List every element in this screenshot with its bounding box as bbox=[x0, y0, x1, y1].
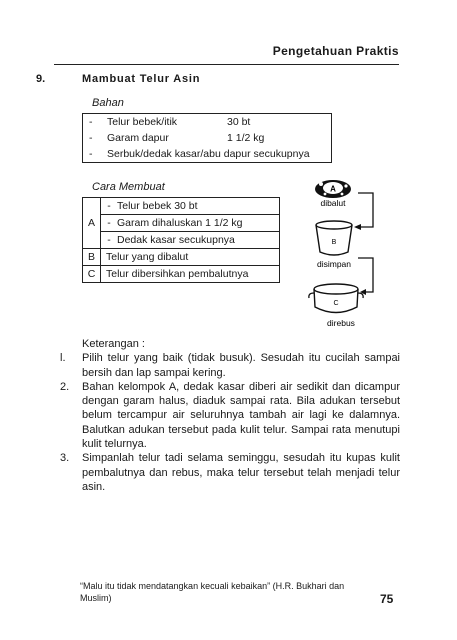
note-number: 2. bbox=[60, 380, 70, 393]
bahan-dash: - bbox=[89, 116, 93, 128]
step-dibalut-label: dibalut bbox=[320, 198, 346, 208]
note-item bbox=[60, 451, 400, 494]
cara-row bbox=[83, 249, 280, 266]
bahan-qty: 30 bt bbox=[227, 116, 251, 128]
bucket-icon bbox=[316, 221, 352, 255]
bahan-label: Bahan bbox=[92, 97, 124, 109]
cara-table bbox=[82, 197, 280, 283]
group-a-label: A bbox=[83, 198, 101, 249]
cara-label: Cara Membuat bbox=[92, 181, 165, 193]
footer-quote: “Malu itu tidak mendatangkan kecuali kebaikan” (H.R. Bukhari dan Muslim) bbox=[80, 581, 345, 603]
bahan-dash: - bbox=[89, 132, 93, 144]
note-number: l. bbox=[60, 352, 66, 365]
cara-text: Telur bebek 30 bt bbox=[117, 198, 280, 215]
step-direbus-label: direbus bbox=[327, 318, 355, 328]
page-header bbox=[54, 44, 399, 65]
bahan-qty: 1 1/2 kg bbox=[227, 132, 265, 144]
arrow-heads bbox=[354, 224, 366, 295]
note-text: Bahan kelompok A, dedak kasar diberi air sedikit dan dicampur dengan garam halus, diaduk sampai rata. Bila adukan tersebut belum tercampur air seluruhnya tambah air lagi ke dalamnya. Balutkan adukan tersebut pada kulit telur. Sampai rata menutupi kulit telurnya. bbox=[82, 380, 400, 451]
bahan-row bbox=[83, 114, 332, 131]
note-item bbox=[60, 351, 400, 380]
process-diagram bbox=[296, 172, 416, 332]
bahan-row bbox=[83, 130, 332, 146]
pot-label: C bbox=[333, 300, 339, 307]
bahan-row bbox=[83, 146, 332, 163]
page-number: 75 bbox=[380, 592, 394, 606]
cara-text: Dedak kasar secukupnya bbox=[117, 232, 280, 249]
section-title: Mambuat Telur Asin bbox=[82, 73, 201, 85]
cara-dash: - bbox=[101, 215, 118, 232]
bahan-name: Garam dapur bbox=[107, 132, 169, 144]
bahan-dash: - bbox=[89, 148, 93, 160]
section-number: 9. bbox=[36, 73, 46, 85]
row-b-label: B bbox=[83, 249, 101, 266]
cara-dash: - bbox=[101, 232, 118, 249]
cara-row bbox=[83, 215, 280, 232]
cara-text: Garam dihaluskan 1 1/2 kg bbox=[117, 215, 280, 232]
bahan-name: Telur bebek/itik bbox=[107, 116, 178, 128]
notes-heading: Keterangan : bbox=[82, 338, 145, 350]
row-c-text: Telur dibersihkan pembalutnya bbox=[101, 266, 280, 283]
note-item bbox=[60, 380, 400, 451]
row-b-text: Telur yang dibalut bbox=[101, 249, 280, 266]
cara-row bbox=[83, 232, 280, 249]
cara-row bbox=[83, 198, 280, 215]
cooking-pot-icon bbox=[309, 284, 363, 313]
flow-arrows bbox=[358, 193, 373, 292]
note-number: 3. bbox=[60, 452, 70, 465]
bahan-table bbox=[82, 113, 332, 163]
row-c-label: C bbox=[83, 266, 101, 283]
bucket-label: B bbox=[331, 239, 337, 246]
notes-section bbox=[60, 337, 400, 494]
cara-row bbox=[83, 266, 280, 283]
note-text: Simpanlah telur tadi selama seminggu, sesudah itu kupas kulit pembalutnya dan rebus, maka telur tersebut telah menjadi telur asin. bbox=[82, 452, 400, 493]
bahan-name: Serbuk/dedak kasar/abu dapur secukupnya bbox=[107, 148, 310, 160]
egg-label: A bbox=[330, 184, 336, 194]
note-text: Pilih telur yang baik (tidak busuk). Sesudah itu cucilah sampai bersih dan lap sampai kering. bbox=[82, 352, 400, 379]
header-title: Pengetahuan Praktis bbox=[272, 44, 399, 58]
cara-dash: - bbox=[101, 198, 118, 215]
step-disimpan-label: disimpan bbox=[316, 259, 352, 269]
